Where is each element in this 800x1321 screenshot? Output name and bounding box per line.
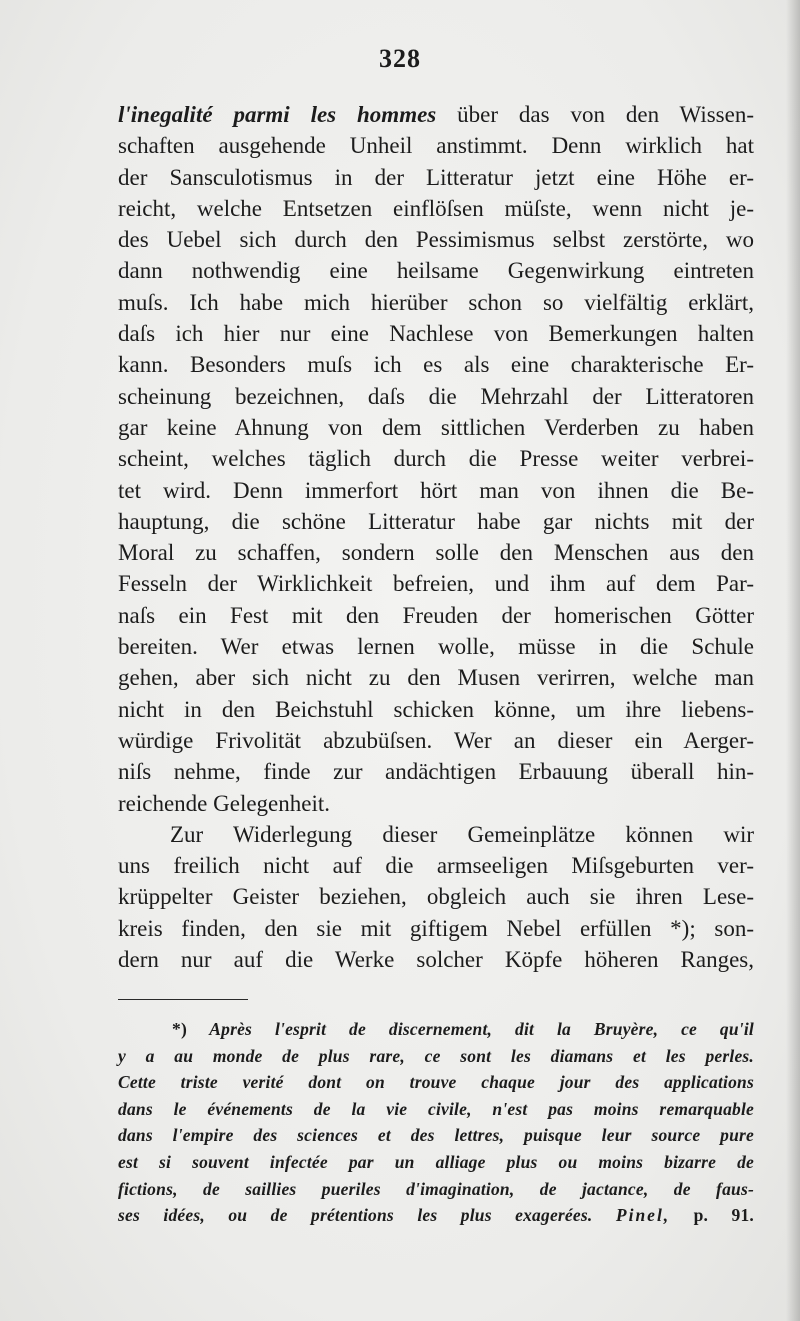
text-line: dern nur auf die Werke solcher Köpfe höheren Ranges, — [118, 947, 754, 973]
footnote-marker: *) — [172, 1019, 187, 1039]
page-edge-shadow — [786, 0, 800, 1321]
text-line: bereiten. Wer etwas lernen wolle, müsse in die Schule — [118, 634, 754, 660]
footnote — [118, 1016, 754, 1229]
text-line: niſs nehme, finde zur andächtigen Erbauung überall hin- — [118, 759, 754, 785]
text-line: uns freilich nicht auf die armseeligen Miſsgeburten ver- — [118, 853, 754, 879]
footnote-rule — [118, 999, 248, 1000]
body-text — [118, 99, 754, 975]
text-line: gehen, aber sich nicht zu den Musen verirren, welche man — [118, 665, 754, 691]
footnote-line: fictions, de saillies pueriles d'imagination, de jactance, de faus- — [118, 1178, 754, 1199]
text-line: krüppelter Geister beziehen, obgleich auch sie ihren Lese- — [118, 884, 754, 910]
text-line: schaften ausgehende Unheil anstimmt. Denn wirklich hat — [118, 133, 754, 159]
text-line: reicht, welche Entsetzen einflöſsen müſste, wenn nicht je- — [118, 195, 754, 221]
footnote-line: dans le événements de la vie civile, n'est pas moins remarquable — [118, 1098, 754, 1119]
footnote-line: y a au monde de plus rare, ce sont les diamans et les perles. — [118, 1045, 754, 1066]
page-number: 328 — [379, 44, 421, 73]
italic-phrase: l'inegalité parmi les hommes — [118, 102, 437, 127]
text-line: daſs ich hier nur eine Nachlese von Bemerkungen halten — [118, 321, 754, 347]
text-line: hauptung, die schöne Litteratur habe gar nichts mit der — [118, 508, 754, 534]
footnote-line: dans l'empire des sciences et des lettres, puisque leur source pure — [118, 1125, 754, 1146]
footnote-line: Cette triste verité dont on trouve chaque jour des applications — [118, 1072, 754, 1093]
text-line: kann. Besonders muſs ich es als eine charakterische Er- — [118, 352, 754, 378]
text-line: tet wird. Denn immerfort hört man von ihnen die Be- — [118, 477, 754, 503]
citation-page: p. 91. — [693, 1205, 755, 1226]
citation-author: Pinel, — [615, 1205, 671, 1226]
text-line: kreis finden, den sie mit giftigem Nebel erfüllen *); son- — [118, 915, 754, 941]
text-line: würdige Frivolität abzubüſsen. Wer an dieser ein Aerger- — [118, 727, 754, 753]
text-line: reichende Gelegenheit. — [118, 790, 330, 816]
text-line: naſs ein Fest mit den Freuden der homerischen Götter — [118, 602, 754, 628]
text-line: scheint, welches täglich durch die Presse weiter verbrei- — [118, 446, 754, 472]
text-line: muſs. Ich habe mich hierüber schon so vielfältig erklärt, — [118, 289, 754, 315]
text-line: gar keine Ahnung von dem sittlichen Verderben zu haben — [118, 414, 754, 440]
text-line: Fesseln der Wirklichkeit befreien, und ihm auf dem Par- — [118, 571, 754, 597]
footnote-line: *) Après l'esprit de discernement, dit la Bruyère, ce qu'il — [172, 1019, 754, 1039]
footnote-line: ses idées, ou de prétentions les plus exagerées. Pinel, p. 91. — [118, 1205, 755, 1226]
footnote-line: est si souvent infectée par un alliage plus ou moins bizarre de — [118, 1151, 754, 1172]
text-line: nicht in den Beichstuhl schicken könne, um ihre liebens- — [118, 696, 754, 722]
text-line: Moral zu schaffen, sondern solle den Menschen aus den — [118, 540, 754, 566]
text-line: der Sansculotismus in der Litteratur jetzt eine Höhe er- — [118, 164, 754, 190]
text-line: dann nothwendig eine heilsame Gegenwirkung eintreten — [118, 258, 754, 284]
text-line: scheinung bezeichnen, daſs die Mehrzahl der Litteratoren — [118, 383, 754, 409]
paragraph-start-line: Zur Widerlegung dieser Gemeinplätze können wir — [170, 821, 754, 847]
text-line: l'inegalité parmi les hommes über das von den Wissen- — [118, 102, 754, 127]
text-line: des Uebel sich durch den Pessimismus selbst zerstörte, wo — [118, 227, 754, 253]
